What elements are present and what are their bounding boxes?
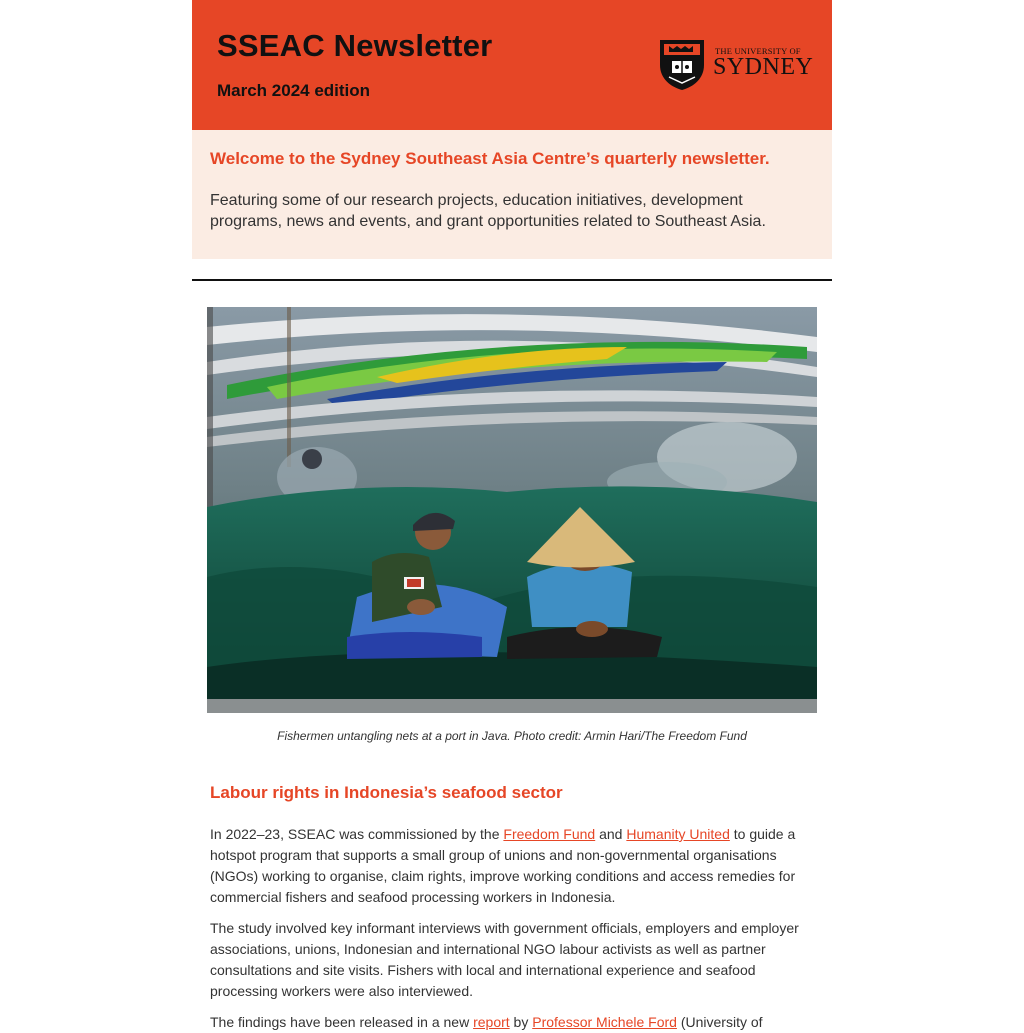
newsletter-header xyxy=(192,0,832,130)
professor-link[interactable]: Professor Michele Ford xyxy=(532,1014,677,1030)
paragraph-text: and xyxy=(595,826,627,842)
newsletter xyxy=(192,0,832,1030)
paragraph-text: The findings have been released in a new xyxy=(210,1014,474,1030)
intro-text: Featuring some of our research projects, education initiatives, development programs, news and events, and grant opportunities related to Southeast Asia. xyxy=(210,192,766,230)
university-logo[interactable] xyxy=(657,37,814,91)
article-paragraph-1 xyxy=(210,824,816,908)
logo-text-big: SYDNEY xyxy=(713,54,814,80)
paragraph-text: by xyxy=(509,1014,533,1030)
intro-heading: Welcome to the Sydney Southeast Asia Centre’s quarterly newsletter. xyxy=(210,149,770,168)
divider xyxy=(192,279,832,281)
intro-box xyxy=(192,130,832,259)
paragraph-text: In 2022–23, SSEAC was commissioned by the xyxy=(210,826,504,842)
paragraph-text: (University of xyxy=(676,1014,763,1030)
article-paragraph-3 xyxy=(210,1012,816,1033)
article-title: Labour rights in Indonesia’s seafood sector xyxy=(210,783,563,802)
edition-label: March 2024 edition xyxy=(217,81,371,100)
article-photo[interactable] xyxy=(207,307,817,713)
article-paragraph-2: The study involved key informant interviews with government officials, employers and employer associations, unions, Indonesian and international NGO labour activists as well as partner consultations and site visits. Fishers with local and international experience and seafood processing workers were also interviewed. xyxy=(210,920,799,999)
crest-icon xyxy=(657,37,707,91)
report-link[interactable]: report xyxy=(473,1014,510,1030)
humanity-united-link[interactable]: Humanity United xyxy=(626,826,730,842)
fishermen-photo xyxy=(207,307,817,713)
logo-text-small: THE UNIVERSITY OF xyxy=(715,46,801,56)
photo-caption: Fishermen untangling nets at a port in Java. Photo credit: Armin Hari/The Freedom Fund xyxy=(277,729,747,743)
newsletter-title: SSEAC Newsletter xyxy=(217,28,493,63)
paragraph-text: to guide a hotspot program that supports a small group of unions and non-governmental organisations (NGOs) working to organise, claim rights, improve working conditions and access remedies for commercial fishers and seafood processing workers in Indonesia. xyxy=(210,826,796,905)
freedom-fund-link[interactable]: Freedom Fund xyxy=(503,826,596,842)
